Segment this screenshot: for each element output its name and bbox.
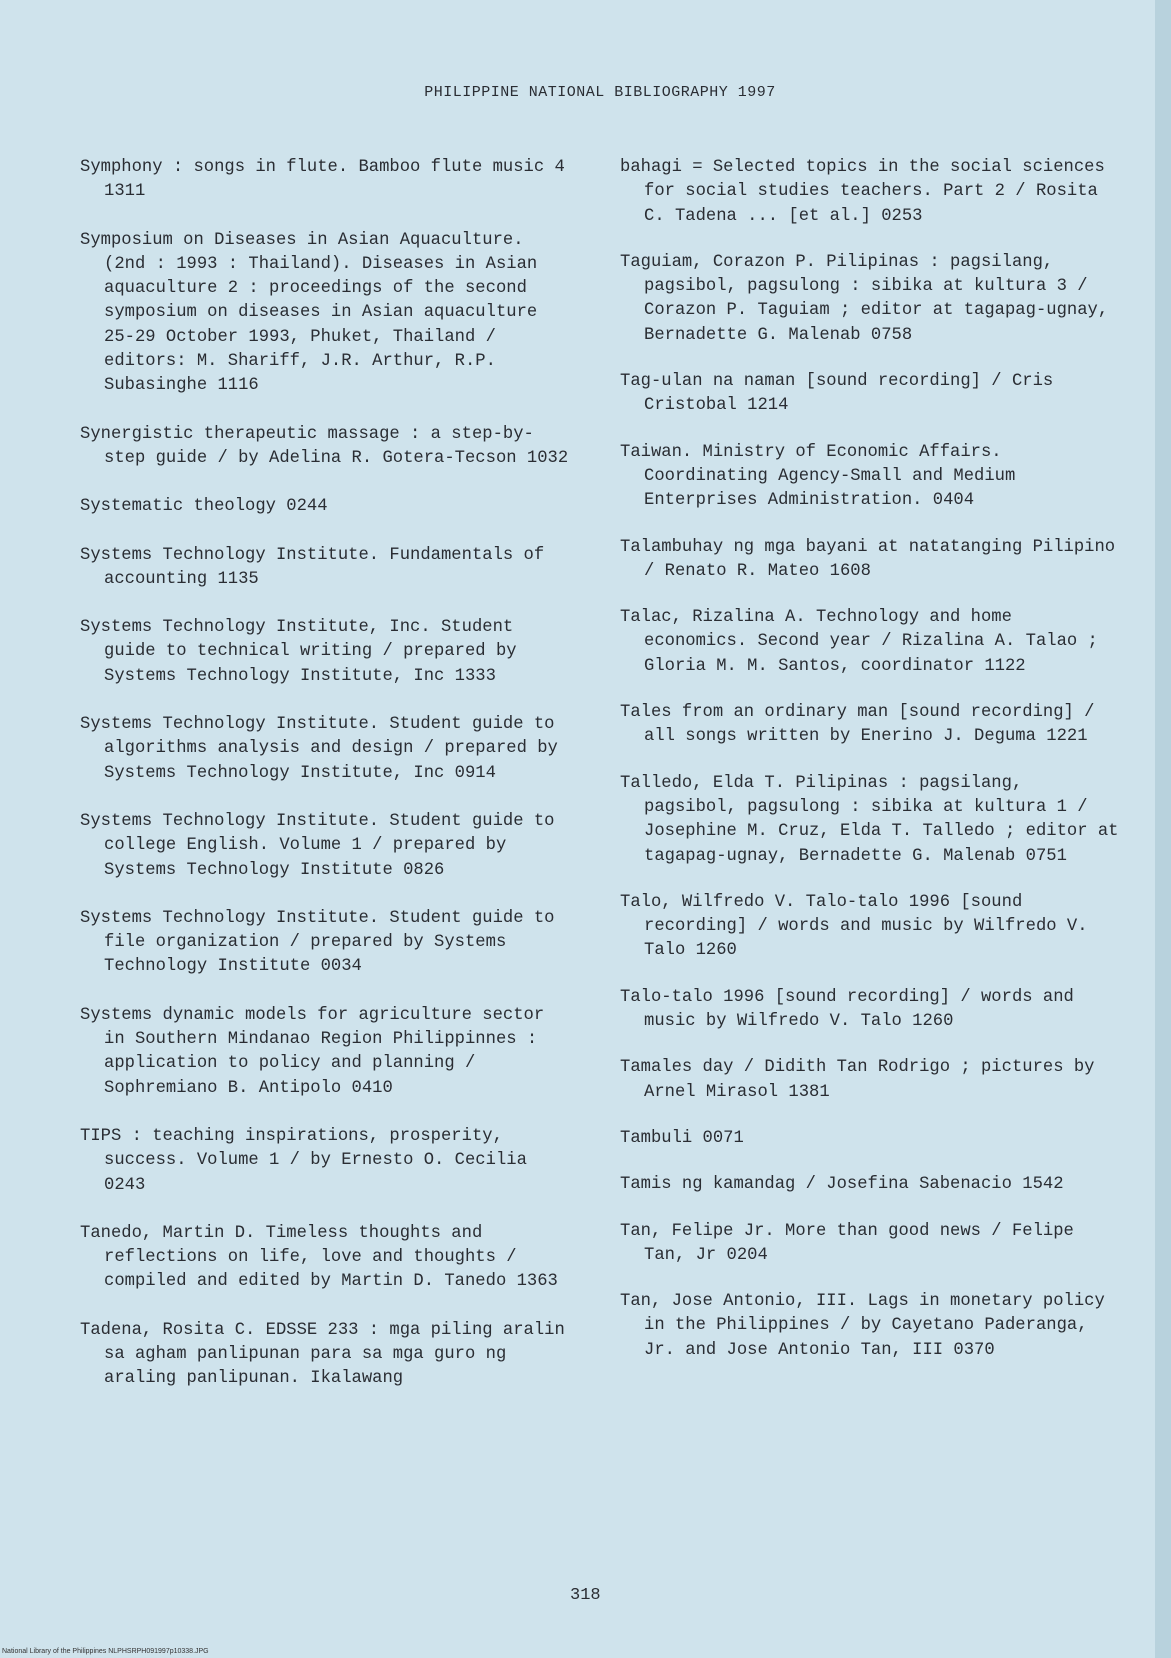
bib-entry: Symposium on Diseases in Asian Aquaculture. (2nd : 1993 : Thailand). Diseases in Asian aquaculture 2 : proceedings of the second symposium on diseases in Asian aquaculture 25-29 October 1993, Phuket, Thailand / editors: M. Shariff, J.R. Arthur, R.P. Subasinghe 1116 [80,230,538,396]
bib-entry: Synergistic therapeutic massage : a step-by-step guide / by Adelina R. Gotera-Tecson 1032 [80,424,569,468]
scan-footer: National Library of the Philippines NLPHSRPH091997p10338.JPG [2,1648,209,1655]
left-column [80,156,570,1416]
bib-entry: bahagi = Selected topics in the social sciences for social studies teachers. Part 2 / Rosita C. Tadena ... [et al.] 0253 [620,158,1105,226]
page-edge-shadow [1155,0,1171,1658]
right-column [620,156,1120,1385]
bib-entry: Tamales day / Didith Tan Rodrigo ; pictures by Arnel Mirasol 1381 [620,1058,1095,1102]
bib-entry: Systems Technology Institute. Student guide to algorithms analysis and design / prepared by Systems Technology Institute, Inc 0914 [80,715,558,783]
bib-entry: Tambuli 0071 [620,1128,744,1148]
page-number: 318 [570,1586,601,1605]
bib-entry: Talambuhay ng mga bayani at natatanging Pilipino / Renato R. Mateo 1608 [620,537,1116,581]
page-header: PHILIPPINE NATIONAL BIBLIOGRAPHY 1997 [424,84,776,101]
bib-entry: Tan, Jose Antonio, III. Lags in monetary policy in the Philippines / by Cayetano Paderanga, Jr. and Jose Antonio Tan, III 0370 [620,1292,1105,1360]
bib-entry: Tadena, Rosita C. EDSSE 233 : mga piling aralin sa agham panlipunan para sa mga guro ng araling panlipunan. Ikalawang [80,1320,565,1389]
bib-entry: Tag-ulan na naman [sound recording] / Cris Cristobal 1214 [620,372,1054,416]
bib-entry: Tanedo, Martin D. Timeless thoughts and reflections on life, love and thoughts / compiled and edited by Martin D. Tanedo 1363 [80,1223,558,1292]
bib-entry: Taiwan. Ministry of Economic Affairs. Coordinating Agency-Small and Medium Enterprises Administration. 0404 [620,442,1016,511]
bib-entry: TIPS : teaching inspirations, prosperity, success. Volume 1 / by Ernesto O. Cecilia 0243 [80,1126,527,1195]
bib-entry: Talo-talo 1996 [sound recording] / words and music by Wilfredo V. Talo 1260 [620,987,1074,1032]
bib-entry: Systems Technology Institute, Inc. Student guide to technical writing / prepared by Systems Technology Institute, Inc 1333 [80,618,517,686]
bib-entry: Symphony : songs in flute. Bamboo flute music 4 1311 [80,158,565,202]
bib-entry: Tales from an ordinary man [sound recording] / all songs written by Enerino J. Deguma 1221 [620,703,1095,747]
bib-entry: Systems Technology Institute. Student guide to file organization / prepared by Systems Technology Institute 0034 [80,908,555,977]
bib-entry: Systematic theology 0244 [80,497,328,517]
bib-entry: Systems Technology Institute. Student guide to college English. Volume 1 / prepared by Systems Technology Institute 0826 [80,811,555,880]
bib-entry: Systems dynamic models for agriculture sector in Southern Mindanao Region Philippinnes : application to policy and planning / Sophremiano B. Antipolo 0410 [80,1005,545,1098]
bib-entry: Talo, Wilfredo V. Talo-talo 1996 [sound recording] / words and music by Wilfredo V. Talo 1260 [620,892,1088,961]
bib-entry: Systems Technology Institute. Fundamentals of accounting 1135 [80,545,545,589]
bib-entry: Talledo, Elda T. Pilipinas : pagsilang, pagsibol, pagsulong : sibika at kultura 1 / Josephine M. Cruz, Elda T. Talledo ; editor at tagapag-ugnay, Bernadette G. Malenab 0751 [620,773,1119,866]
bib-entry: Taguiam, Corazon P. Pilipinas : pagsilang, pagsibol, pagsulong : sibika at kultura 3 / Corazon P. Taguiam ; editor at tagapag-ugnay, Bernadette G. Malenab 0758 [620,252,1109,345]
bib-entry: Tan, Felipe Jr. More than good news / Felipe Tan, Jr 0204 [620,1221,1074,1265]
bib-entry: Tamis ng kamandag / Josefina Sabenacio 1542 [620,1175,1064,1195]
bib-entry: Talac, Rizalina A. Technology and home economics. Second year / Rizalina A. Talao ; Gloria M. M. Santos, coordinator 1122 [620,608,1098,676]
